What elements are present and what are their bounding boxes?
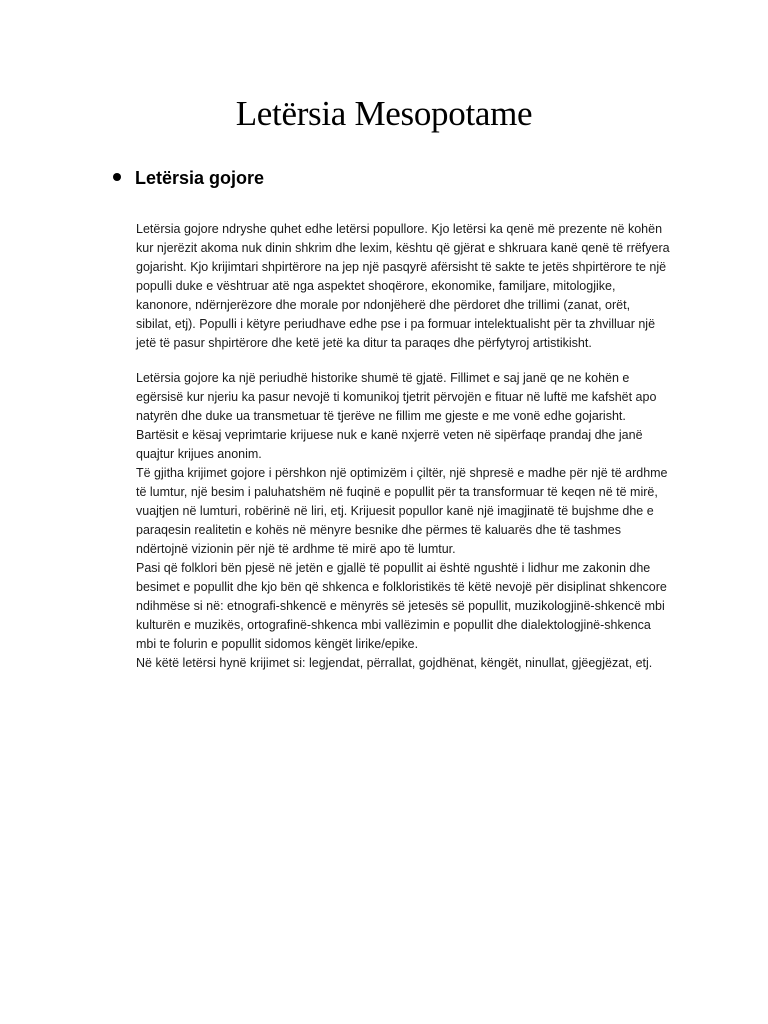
paragraph-2	[136, 369, 696, 673]
paragraph-line: natyrën dhe duke ua transmetuar të tjerëve ne fillim me gjeste e me vonë edhe gojarisht.	[136, 409, 626, 423]
paragraph-line: sibilat, etj). Populli i këtyre periudhave edhe pse i pa formuar intelektualisht për ta zhvilluar një	[136, 317, 656, 331]
paragraph-line: Të gjitha krijimet gojore i përshkon një optimizëm i çiltër, një shpresë e madhe për një të ardhme	[136, 466, 668, 480]
paragraph-line: besimet e popullit dhe kjo bën që shkenca e folkloristikës të këtë nevojë për disiplinat shkencore	[136, 580, 667, 594]
paragraph-line: populli duke e vështruar atë nga aspektet shoqërore, ekonomike, familjare, mitologjike,	[136, 279, 616, 293]
paragraph-line: jetë të pasur shpirtërore dhe ketë jetë ka ditur ta paraqes dhe përfytyroj artistikisht.	[136, 336, 592, 350]
paragraph-line: vuajtjen në lumturi, robërinë në liri, etj. Krijuesit popullor kanë një imagjinatë të bujshme dhe e	[136, 504, 654, 518]
paragraph-line: ndihmëse si në: etnografi-shkencë e mënyrës së jetesës së popullit, muzikologjinë-shkencë mbi	[136, 599, 665, 613]
paragraph-line: kanonore, ndërnjerëzore dhe morale por ndonjëherë dhe përdoret dhe trillimi (zanat, orët,	[136, 298, 631, 312]
paragraph-line: të lumtur, një besim i paluhatshëm në fuqinë e popullit për ta transformuar të keqen në të mirë,	[136, 485, 658, 499]
paragraph-line: Pasi që folklori bën pjesë në jetën e gjallë të popullit ai është ngushtë i lidhur me zakonin dhe	[136, 561, 651, 575]
paragraph-line: kulturën e muzikës, ortografinë-shkenca mbi vallëzimin e popullit dhe dialektologjinë-shkenca	[136, 618, 651, 632]
paragraph-line: Në këtë letërsi hynë krijimet si: legjendat, përrallat, gojdhënat, këngët, ninullat, gjëegjëzat, etj.	[136, 656, 653, 670]
paragraph-line: ndërtojnë vizionin për një të ardhme të mirë apo të lumtur.	[136, 542, 456, 556]
paragraph-line: Letërsia gojore ndryshe quhet edhe letërsi popullore. Kjo letërsi ka qenë më prezente në kohën	[136, 222, 663, 236]
section-heading-text: Letërsia gojore	[135, 168, 265, 188]
paragraph-line: kur njerëzit akoma nuk dinin shkrim dhe lexim, kështu që gjërat e shkruara kanë qenë të rrëfyera	[136, 241, 670, 255]
paragraph-line: Letërsia gojore ka një periudhë historike shumë të gjatë. Fillimet e saj janë qe ne kohën e	[136, 371, 630, 385]
paragraph-line: paraqesin realitetin e kohës në mënyre besnike dhe përmes të kaluarës dhe të tashmes	[136, 523, 622, 537]
paragraph-line: egërsisë kur njeriu ka pasur nevojë ti komunikoj tjetrit përvojën e fituar në luftë me kafshët apo	[136, 390, 657, 404]
page-title: Letërsia Mesopotame	[235, 94, 533, 133]
paragraph-line: gojarisht. Kjo krijimtari shpirtërore na jep një pasqyrë afërsisht të sakte te jetës shpirtërore te një	[136, 260, 667, 274]
bullet-icon	[113, 173, 121, 181]
section-heading	[113, 166, 264, 190]
paragraph-line: mbi te folurin e popullit sidomos këngët lirike/epike.	[136, 637, 419, 651]
paragraph-line: Bartësit e kësaj veprimtarie krijuese nuk e kanë nxjerrë veten në sipërfaqe prandaj dhe janë	[136, 428, 643, 442]
paragraph-line: quajtur krijues anonim.	[136, 447, 262, 461]
paragraph-1	[136, 220, 696, 353]
